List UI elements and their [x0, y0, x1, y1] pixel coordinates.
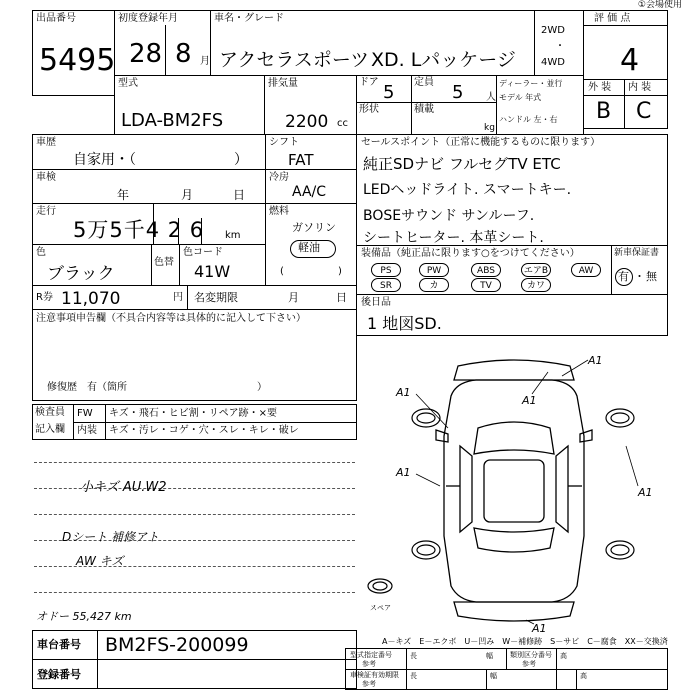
- mark-4: A1: [396, 466, 411, 479]
- doors: 5: [383, 82, 395, 103]
- right-mirror: [580, 430, 592, 442]
- left-side-window: [460, 446, 472, 532]
- mileage-box: 走行 5万5千4 2 6 km: [32, 203, 266, 245]
- equip-header: 装備品（純正品に限ります○をつけてください）: [361, 248, 580, 259]
- fourwd-label: 4WD: [541, 57, 565, 68]
- name-label: 車名・グレード: [214, 13, 284, 24]
- first-reg-year: 28: [129, 39, 163, 69]
- mark-2: A1: [522, 394, 537, 407]
- eval-label: 評 価 点: [594, 13, 631, 24]
- int-grade: C: [636, 99, 652, 124]
- right-side-window: [556, 446, 568, 532]
- twowd-label: 2WD: [541, 25, 565, 36]
- mark-5: A1: [638, 486, 653, 499]
- capacity-box: 定員 5 人: [411, 75, 497, 103]
- model-label: 型式: [118, 78, 138, 89]
- tyre-front-left: [412, 409, 440, 427]
- history-value: 自家用・（ ）: [73, 152, 248, 168]
- chassis-box: 車台番号 BM2FS-200099: [32, 630, 357, 660]
- inspection-box: 車検 年 月 日: [32, 169, 266, 204]
- int-label: 内 装: [628, 82, 652, 93]
- equip-box: [356, 245, 612, 295]
- after-value: 1 地図SD.: [367, 314, 442, 333]
- fuel-box: 燃料 ガソリン 軽油 ( ): [265, 203, 357, 286]
- ac-value: AA/C: [292, 184, 327, 200]
- odo-note: オドー 55,427 km: [36, 610, 132, 623]
- notice-label: 注意事項申告欄（不具合内容等は具体的に記入して下さい）: [36, 313, 306, 324]
- doc-fields-box: 型式指定番号 参考 類別区分番号 参考 長 幅 高 車検証有効期限 参考 長 幅 高: [345, 648, 668, 690]
- lot-label: 出品番号: [36, 13, 76, 24]
- after-box: 後日品 1 地図SD.: [356, 294, 668, 336]
- notice-box: [32, 309, 357, 401]
- lot-number: 5495: [39, 43, 116, 78]
- sales-line-2: LEDヘッドライト. スマートキー.: [363, 182, 572, 198]
- mark-3: A1: [588, 354, 603, 367]
- first-reg-box: [114, 10, 211, 76]
- note-line-1: 小キズ AU.W2: [80, 480, 167, 495]
- door-box: ドア 5: [356, 75, 412, 103]
- tyre-rear-left: [412, 541, 440, 559]
- sales-header: セールスポイント（正常に機能するものに限ります）: [361, 137, 601, 148]
- color-code-box: 色コード 41W: [179, 244, 266, 286]
- shift-box: シフト FAT: [265, 134, 357, 170]
- ac-box: 冷房 AA/C: [265, 169, 357, 204]
- rear-bumper: [454, 602, 574, 621]
- inspector-box: 検査員 記入欄 FW 内装 キズ・飛石・ヒビ割・リペア跡・×要 キズ・汚レ・コゲ・穴・スレ・キレ・破レ: [32, 404, 357, 440]
- load-box: 積載 kg: [411, 102, 497, 135]
- spare-label: スペア: [370, 604, 391, 612]
- displacement-box: 排気量 2200 cc: [264, 75, 357, 135]
- roof: [484, 460, 544, 522]
- ext-label: 外 装: [588, 82, 612, 93]
- color-box: 色 ブラック 色替: [32, 244, 180, 286]
- note-line-3: AW キズ: [76, 554, 124, 568]
- equip-pw: PW: [419, 263, 449, 277]
- recycle-value: 11,070: [61, 289, 121, 309]
- sales-line-1: 純正SDナビ フルセグTV ETC: [363, 155, 561, 173]
- damage-legend: A－キズ E－エクボ U－凹み W－補修跡 S－サビ C－腐食 XX－交換済: [382, 637, 668, 646]
- first-reg-month: 8: [175, 39, 192, 69]
- tyre-rear-right: [606, 541, 634, 559]
- equip-ps: PS: [371, 263, 401, 277]
- mark-6: A1: [532, 622, 547, 635]
- capacity: 5: [452, 82, 464, 103]
- rear-window: [474, 528, 554, 552]
- drive-box: 2WD ・ 4WD: [534, 10, 584, 76]
- ext-grade: B: [596, 99, 612, 124]
- color-code: 41W: [194, 262, 231, 281]
- history-box: 車歴 自家用・（ ）: [32, 134, 266, 170]
- repair-label: 修復歴 有（箇所 ）: [47, 382, 267, 393]
- car-grade: XD. Lパッケージ: [371, 49, 516, 71]
- sales-line-3: BOSEサウンド サンルーフ.: [363, 208, 535, 224]
- shift-value: FAT: [288, 151, 314, 169]
- front-bumper: [454, 360, 574, 380]
- equip-airbag: エアB: [521, 263, 551, 277]
- mark-1: A1: [396, 386, 411, 399]
- equip-leather: カワ: [521, 278, 551, 292]
- sales-line-4: シートヒーター. 本革シート.: [363, 230, 544, 246]
- mileage-value: 5万5千4 2 6: [73, 218, 205, 242]
- dealer-box: ディーラー・並行 モデル 年式 ハンドル 左・右: [496, 75, 584, 135]
- eval-box: [583, 10, 668, 80]
- top-right-fragment: ①会場使用: [637, 0, 682, 10]
- shape-box: 形状: [356, 102, 412, 135]
- color-value: ブラック: [47, 264, 115, 284]
- equip-tv: TV: [471, 278, 501, 292]
- car-name: アクセラスポーツ: [219, 49, 370, 71]
- month-unit: 月: [200, 56, 210, 67]
- displacement: 2200: [285, 112, 329, 132]
- name-grade-box: [210, 10, 535, 76]
- eval-score: 4: [620, 43, 640, 78]
- lot-box: [32, 10, 115, 96]
- spare-tyre: [368, 579, 392, 593]
- equip-ka: カ: [419, 278, 449, 292]
- car-diagram: [356, 336, 668, 636]
- tyre-front-right: [606, 409, 634, 427]
- disp-label: 排気量: [268, 78, 298, 89]
- equip-abs: ABS: [471, 263, 501, 277]
- windshield: [474, 422, 554, 454]
- model-box: [114, 75, 265, 135]
- body-outline: [444, 380, 584, 602]
- equip-sr: SR: [371, 278, 401, 292]
- notes-area: [32, 440, 357, 630]
- equip-aw: AW: [571, 263, 601, 277]
- first-reg-label: 初度登録年月: [118, 13, 178, 24]
- reg-deadline-box: 名変期限 月 日: [187, 285, 357, 310]
- regno-box: 登録番号: [32, 659, 357, 689]
- chassis-number: BM2FS-200099: [105, 634, 249, 656]
- model-code: LDA-BM2FS: [121, 110, 224, 131]
- ext-int-box: [583, 79, 668, 129]
- left-mirror: [436, 430, 448, 442]
- recycle-box: R券 11,070 円: [32, 285, 188, 310]
- sales-box: [356, 134, 668, 246]
- warranty-box: 新車保証書 有 ・ 無: [611, 245, 668, 295]
- note-line-2: Dシート 補修アト: [62, 530, 160, 544]
